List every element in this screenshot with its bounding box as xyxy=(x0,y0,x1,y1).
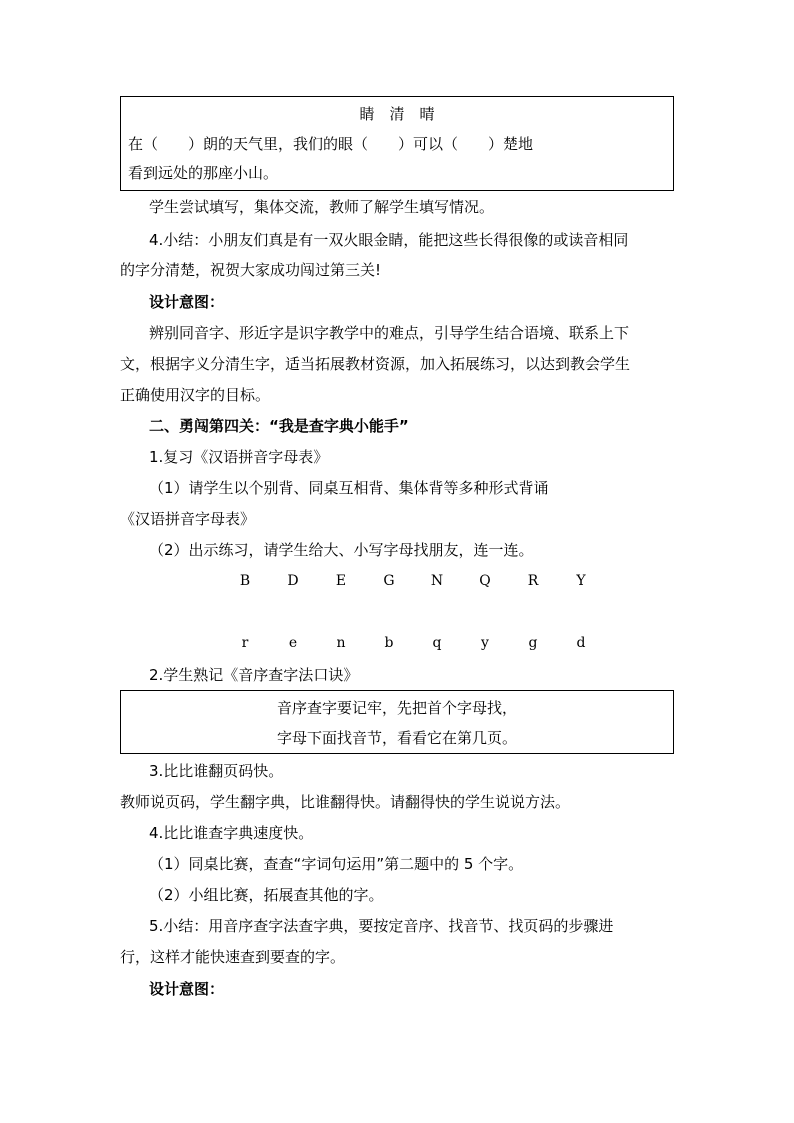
lower-letter: g xyxy=(528,635,538,651)
uppercase-letters-row xyxy=(0,573,794,593)
box-heading: 睛 清 晴 xyxy=(359,105,435,123)
upper-letter: R xyxy=(527,573,539,589)
design-intent-label-1: 设计意图： xyxy=(149,293,225,311)
upper-letter: G xyxy=(383,573,395,589)
summary-line-1: 4.小结：小朋友们真是有一双火眼金睛，能把这些长得很像的或读音相同 xyxy=(149,231,629,249)
intent-line-2: 文，根据字义分清生字，适当拓展教材资源，加入拓展练习，以达到教会学生 xyxy=(120,355,631,373)
paragraph-1: 学生尝试填写，集体交流，教师了解学生填写情况。 xyxy=(149,198,495,216)
box-line-1: 在（ ）朗的天气里，我们的眼（ ）可以（ ）楚地 xyxy=(128,135,534,153)
intent-line-3: 正确使用汉字的目标。 xyxy=(120,386,271,404)
fill-blank-box xyxy=(120,96,674,191)
upper-letter: D xyxy=(287,573,299,589)
box-line-2: 看到远处的那座小山。 xyxy=(128,164,279,182)
item-1-sub-1-line-1: （1）请学生以个别背、同桌互相背、集体背等多种形式背诵 xyxy=(149,479,549,497)
item-3-desc: 教师说页码，学生翻字典，比谁翻得快。请翻得快的学生说说方法。 xyxy=(120,793,571,811)
lowercase-letters-row xyxy=(0,635,794,655)
upper-letter: Y xyxy=(576,573,586,589)
lower-letter: n xyxy=(336,635,346,651)
upper-letter: N xyxy=(430,573,444,589)
upper-letter: Q xyxy=(479,573,491,589)
lower-letter: d xyxy=(576,635,586,651)
item-4-sub-2: （2）小组比赛，拓展查其他的字。 xyxy=(149,886,384,904)
upper-letter: E xyxy=(335,573,347,589)
item-4-sub-1: （1）同桌比赛，查查“字词句运用”第二题中的 5 个字。 xyxy=(149,855,524,873)
summary-line-2: 的字分清楚，祝贺大家成功闯过第三关! xyxy=(120,261,382,279)
item-4: 4.比比谁查字典速度快。 xyxy=(149,824,314,842)
rhyme-line-1: 音序查字要记牢，先把首个字母找， xyxy=(276,699,517,717)
lower-letter: r xyxy=(241,635,249,651)
item-1-sub-1-line-2: 《汉语拼音字母表》 xyxy=(120,510,256,528)
rhyme-line-2: 字母下面找音节，看看它在第几页。 xyxy=(276,729,517,747)
intent-line-1: 辨别同音字、形近字是识字教学中的难点，引导学生结合语境、联系上下 xyxy=(149,324,630,342)
item-1: 1.复习《汉语拼音字母表》 xyxy=(149,448,329,466)
item-3: 3.比比谁翻页码快。 xyxy=(149,762,284,780)
rhyme-box xyxy=(120,690,674,754)
section-heading: 二、勇闯第四关：“我是查字典小能手” xyxy=(149,417,409,435)
lower-letter: y xyxy=(481,635,489,651)
item-1-sub-2: （2）出示练习，请学生给大、小写字母找朋友，连一连。 xyxy=(149,541,534,559)
item-5-line-2: 行，这样才能快速查到要查的字。 xyxy=(120,948,346,966)
item-2: 2.学生熟记《音序查字法口诀》 xyxy=(149,666,359,684)
item-5-line-1: 5.小结：用音序查字法查字典，要按定音序、找音节、找页码的步骤进 xyxy=(149,917,614,935)
lower-letter: q xyxy=(432,635,442,651)
design-intent-label-2: 设计意图： xyxy=(149,980,225,998)
upper-letter: B xyxy=(239,573,251,589)
lower-letter: b xyxy=(384,635,394,651)
lower-letter: e xyxy=(288,635,298,651)
